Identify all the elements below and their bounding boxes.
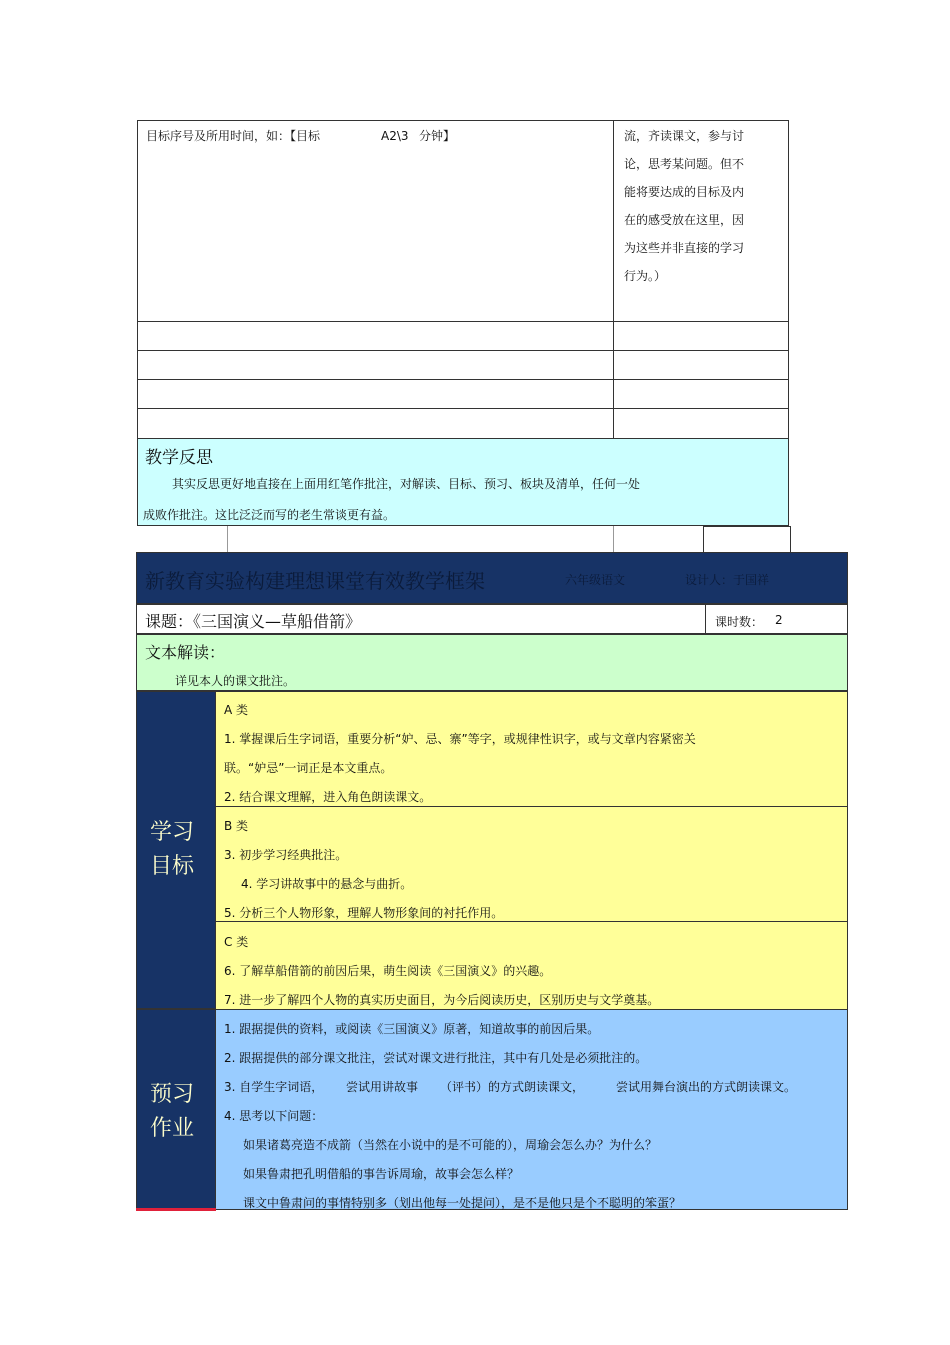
blank-row-cell xyxy=(137,350,614,380)
red-rule xyxy=(136,1208,216,1211)
goal-item: 1. 掌握课后生字词语，重要分析“妒、忌、寨”等字，或规律性识字，或与文章内容紧密关 xyxy=(224,732,696,746)
preview-item: 4. 思考以下问题： xyxy=(224,1109,324,1123)
goal-item: 4. 学习讲故事中的悬念与曲折。 xyxy=(241,877,413,891)
goal-item: 5. 分析三个人物形象，理解人物形象间的衬托作用。 xyxy=(224,906,504,920)
category-title: C 类 xyxy=(224,935,249,949)
divider-strip xyxy=(137,526,789,552)
goals-category-b xyxy=(215,806,848,922)
blank-row-cell xyxy=(137,408,614,439)
note-line: 为这些并非直接的学习 xyxy=(624,241,745,255)
learning-goals-label-cell xyxy=(136,691,216,1009)
preview-item: 3. 自学生字词语， xyxy=(224,1080,324,1094)
note-line: 流，齐读课文，参与讨 xyxy=(624,129,745,143)
preview-homework-section xyxy=(215,1009,848,1210)
reflection-text-line: 成败作批注。这比泛泛而写的老生常谈更有益。 xyxy=(143,508,396,522)
designer-name: 设计人：于国祥 xyxy=(685,573,770,587)
strip-cell xyxy=(613,526,704,552)
preview-homework-label: 预习 xyxy=(150,1082,195,1107)
text-interpretation-body: 详见本人的课文批注。 xyxy=(175,674,296,688)
preview-question: 如果鲁肃把孔明借船的事告诉周瑜，故事会怎么样？ xyxy=(243,1167,520,1181)
target-code-text: A2\3 xyxy=(381,129,409,143)
note-line: 能将要达成的目标及内 xyxy=(624,185,745,199)
teaching-reflection-section xyxy=(137,438,789,526)
framework-title: 新教育实验构建理想课堂有效教学框架 xyxy=(145,569,485,593)
learning-goals-label: 目标 xyxy=(150,854,195,879)
learning-goals-label: 学习 xyxy=(150,820,195,845)
preview-item: 1. 跟据提供的资料，或阅读《三国演义》原著，知道故事的前因后果。 xyxy=(224,1022,600,1036)
blank-row-cell xyxy=(613,379,789,409)
target-time-cell xyxy=(137,120,614,322)
blank-row-cell xyxy=(613,321,789,351)
lesson-hours-cell xyxy=(705,604,848,634)
goal-item: 2. 结合课文理解，进入角色朗读课文。 xyxy=(224,790,432,804)
framework-title-bar xyxy=(136,552,848,604)
blank-row-cell xyxy=(137,321,614,351)
blank-row-cell xyxy=(137,379,614,409)
hours-label: 课时数： xyxy=(715,615,764,629)
category-title: B 类 xyxy=(224,819,249,833)
goal-item: 联。“妒忌”一词正是本文重点。 xyxy=(224,761,393,775)
blank-row-cell xyxy=(613,350,789,380)
goal-item: 6. 了解草船借箭的前因后果，萌生阅读《三国演义》的兴趣。 xyxy=(224,964,552,978)
note-line: 在的感受放在这里，因 xyxy=(624,213,745,227)
preview-question: 如果诸葛亮造不成箭（当然在小说中的是不可能的），周瑜会怎么办？为什么？ xyxy=(243,1138,658,1152)
lesson-topic-cell xyxy=(136,604,706,634)
activity-note-cell xyxy=(613,120,789,322)
strip-cell xyxy=(137,526,228,552)
goal-item: 7. 进一步了解四个人物的真实历史面目，为今后阅读历史，区别历史与文学奠基。 xyxy=(224,993,660,1007)
grade-subject: 六年级语文 xyxy=(565,573,626,587)
strip-cell xyxy=(703,526,791,554)
target-minutes-text: 分钟】 xyxy=(419,129,456,143)
lesson-topic: 课题：《三国演义—草船借箭》 xyxy=(145,612,362,631)
text-interpretation-section xyxy=(136,634,848,691)
note-line: 行为。） xyxy=(624,269,667,283)
category-title: A 类 xyxy=(224,703,249,717)
goals-category-a xyxy=(215,691,848,807)
preview-item: 尝试用舞台演出的方式朗读课文。 xyxy=(616,1080,797,1094)
reflection-text-line: 其实反思更好地直接在上面用红笔作批注，对解读、目标、预习、板块及清单，任何一处 xyxy=(172,477,641,491)
preview-item: 尝试用讲故事 xyxy=(346,1080,419,1094)
preview-question: 课文中鲁肃问的事情特别多（划出他每一处提问），是不是他只是个不聪明的笨蛋？ xyxy=(243,1196,682,1210)
preview-item: （评书）的方式朗读课文， xyxy=(440,1080,585,1094)
strip-cell xyxy=(227,526,614,552)
preview-homework-label: 作业 xyxy=(150,1116,195,1141)
note-line: 论，思考某问题。但不 xyxy=(624,157,745,171)
goals-category-c xyxy=(215,921,848,1010)
blank-row-cell xyxy=(613,408,789,439)
preview-item: 2. 跟据提供的部分课文批注，尝试对课文进行批注，其中有几处是必须批注的。 xyxy=(224,1051,648,1065)
reflection-heading: 教学反思 xyxy=(145,448,213,468)
text-interpretation-heading: 文本解读： xyxy=(145,643,226,662)
hours-value: 2 xyxy=(775,613,783,627)
goal-item: 3. 初步学习经典批注。 xyxy=(224,848,348,862)
target-note-text: 目标序号及所用时间，如：【目标 xyxy=(146,129,321,143)
preview-homework-label-cell xyxy=(136,1009,216,1210)
